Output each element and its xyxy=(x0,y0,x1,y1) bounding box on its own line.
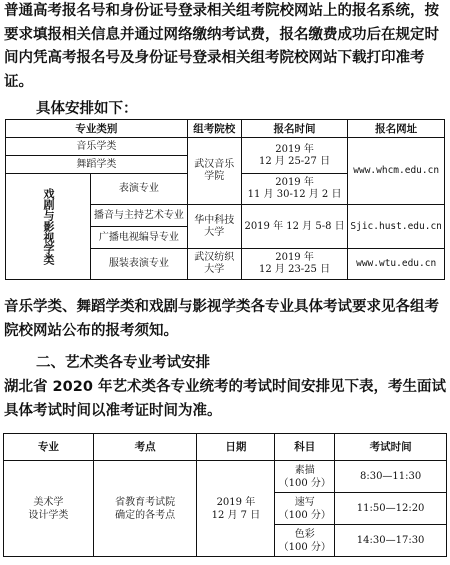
section2-paragraph: 湖北省 2020 年艺术类各专业统考的考试时间安排见下表，考生面试具体考试时间以准考证时间为准。 xyxy=(4,379,446,419)
time-cell: 2019 年 12 月 5-8 日 xyxy=(241,205,348,249)
date-cell: 2019 年 12 月 7 日 xyxy=(197,461,275,557)
header-site: 报名网址 xyxy=(348,120,445,138)
table-header-row xyxy=(4,434,447,461)
table-header-row xyxy=(6,120,445,138)
site-cell: www.whcm.edu.cn xyxy=(348,138,445,205)
time-cell: 2019 年 11 月 30-12 月 2 日 xyxy=(241,174,348,205)
school-cell: 武汉纺织大学 xyxy=(187,249,241,280)
exam-time-cell: 8:30—11:30 xyxy=(335,461,447,493)
section2-heading: 二、艺术类各专业考试安排 xyxy=(36,355,210,371)
drama-group-label: 戏剧与影视学类 xyxy=(6,174,91,280)
exam-schedule-table xyxy=(3,433,447,557)
note-paragraph: 音乐学类、舞蹈学类和戏剧与影视学类各专业具体考试要求见各组考院校网站公布的报考须知。 xyxy=(4,299,439,339)
header-exam-time: 考试时间 xyxy=(335,434,447,461)
subject-cell: 素描 （100 分） xyxy=(275,461,335,493)
header-subject: 科目 xyxy=(275,434,335,461)
exam-time-cell: 11:50—12:20 xyxy=(335,493,447,525)
site-cell: Sjic.hust.edu.cn xyxy=(348,205,445,249)
registration-table xyxy=(5,119,445,280)
intro-paragraph: 普通高考报名号和身份证号登录相关组考院校网站上的报名系统，按要求填报相关信息并通过网络缴纳考试费，报名缴费成功后在规定时间内凭高考报名号及身份证号登录相关组考院校网站下载打印准考证。 xyxy=(4,3,439,90)
category-cell: 播音与主持艺术专业 xyxy=(91,205,188,227)
table-row xyxy=(6,138,445,156)
category-cell: 舞蹈学类 xyxy=(6,156,188,174)
header-school: 组考院校 xyxy=(187,120,241,138)
header-major: 专业 xyxy=(4,434,94,461)
school-cell: 华中科技大学 xyxy=(187,205,241,249)
time-cell: 2019 年 12 月 25-27 日 xyxy=(241,138,348,174)
header-time: 报名时间 xyxy=(241,120,348,138)
major-cell: 美术学 设计学类 xyxy=(4,461,94,557)
category-cell: 音乐学类 xyxy=(6,138,188,156)
category-cell: 表演专业 xyxy=(91,174,188,205)
header-date: 日期 xyxy=(197,434,275,461)
table-row xyxy=(4,461,447,493)
school-cell: 武汉音乐学院 xyxy=(187,138,241,205)
venue-cell: 省教育考试院 确定的各考点 xyxy=(93,461,197,557)
schedule-heading: 具体安排如下： xyxy=(36,101,138,117)
exam-time-cell: 14:30—17:30 xyxy=(335,525,447,557)
header-category: 专业类别 xyxy=(6,120,188,138)
time-cell: 2019 年 12 月 23-25 日 xyxy=(241,249,348,280)
subject-cell: 速写 （100 分） xyxy=(275,493,335,525)
site-cell: www.wtu.edu.cn xyxy=(348,249,445,280)
subject-cell: 色彩 （100 分） xyxy=(275,525,335,557)
category-cell: 广播电视编导专业 xyxy=(91,227,188,249)
category-cell: 服装表演专业 xyxy=(91,249,188,280)
header-venue: 考点 xyxy=(93,434,197,461)
